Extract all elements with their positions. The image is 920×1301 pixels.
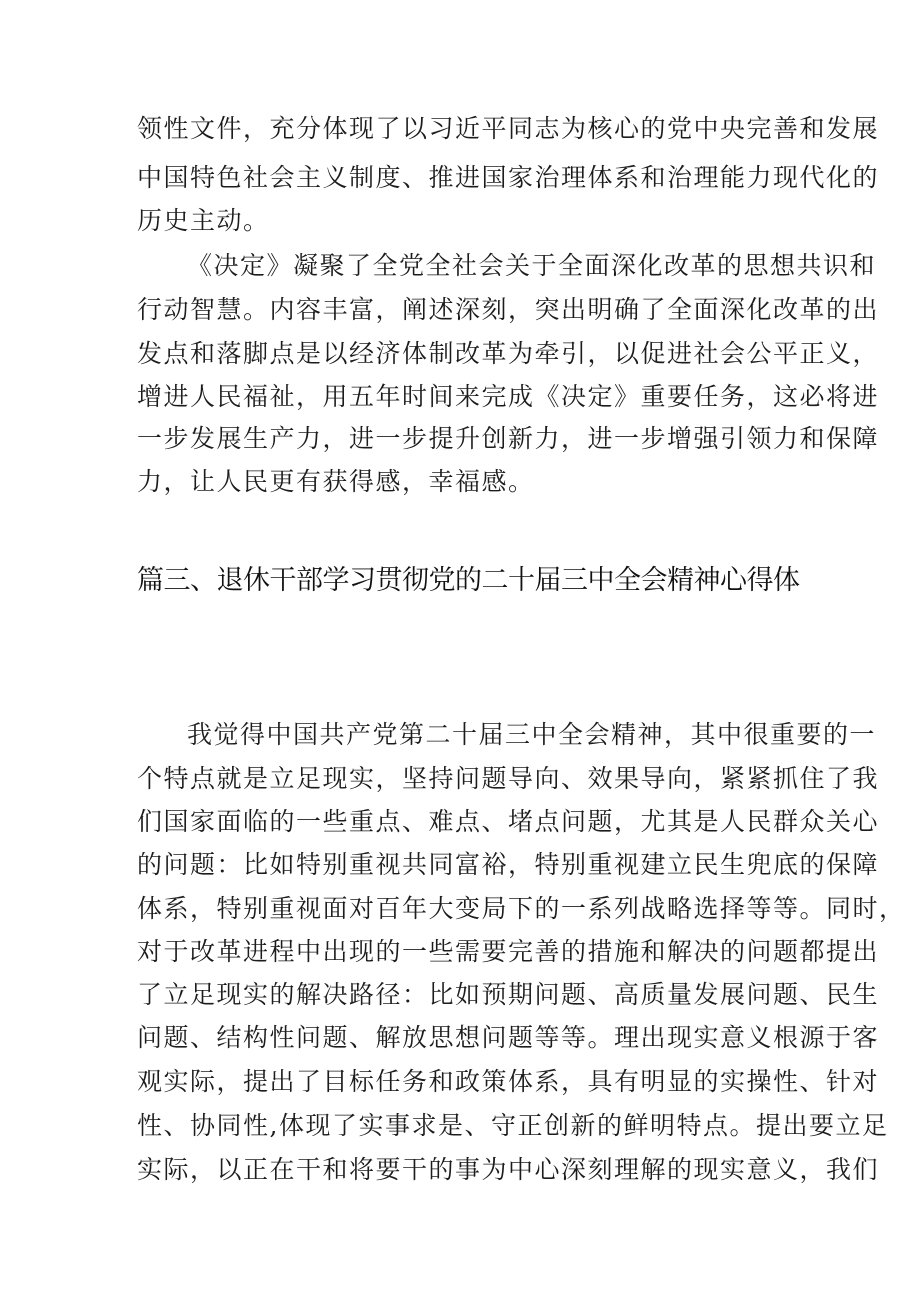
text-line: 我觉得中国共产党第二十届三中全会精神，其中很重要的一 [187,720,877,749]
text-line: 一步发展生产力，进一步提升创新力，进一步增强引领力和保障 [137,424,880,453]
text-line: 增进人民福祉，用五年时间来完成《决定》重要任务，这必将进 [137,382,880,411]
text-line: 问题、结构性问题、解放思想问题等等。理出现实意义根源于客 [137,1023,880,1052]
text-line: 性、协同性,体现了实事求是、守正创新的鲜明特点。提出要立足 [137,1111,889,1140]
text-line: 体系，特别重视面对百年大变局下的一系列战略选择等等。同时， [137,894,906,923]
text-line: 行动智慧。内容丰富，阐述深刻，突出明确了全面深化改革的出 [137,295,880,324]
text-line: 们国家面临的一些重点、难点、堵点问题，尤其是人民群众关心 [137,807,880,836]
text-line: 领性文件，充分体现了以习近平同志为核心的党中央完善和发展 [137,114,880,143]
text-line: 发点和落脚点是以经济体制改革为牵引，以促进社会公平正义， [137,339,880,368]
text-line: 历史主动。 [137,206,270,235]
text-line: 了立足现实的解决路径：比如预期问题、高质量发展问题、民生 [137,980,880,1009]
text-line: 中国特色社会主义制度、推进国家治理体系和治理能力现代化的 [137,163,880,192]
text-line: 的问题：比如特别重视共同富裕，特别重视建立民生兜底的保障 [137,850,880,879]
text-line: 力，让人民更有获得感，幸福感。 [137,467,535,496]
section-heading: 篇三、退休干部学习贯彻党的二十届三中全会精神心得体 [137,565,800,596]
text-line: 《决定》凝聚了全党全社会关于全面深化改革的思想共识和 [187,251,877,280]
text-line: 对于改革进程中出现的一些需要完善的措施和解决的问题都提出 [137,937,880,966]
text-line: 个特点就是立足现实，坚持问题导向、效果导向，紧紧抓住了我 [137,764,880,793]
text-line: 实际，以正在干和将要干的事为中心深刻理解的现实意义，我们 [137,1155,880,1184]
text-line: 观实际，提出了目标任务和政策体系，具有明显的实操性、针对 [137,1067,880,1096]
